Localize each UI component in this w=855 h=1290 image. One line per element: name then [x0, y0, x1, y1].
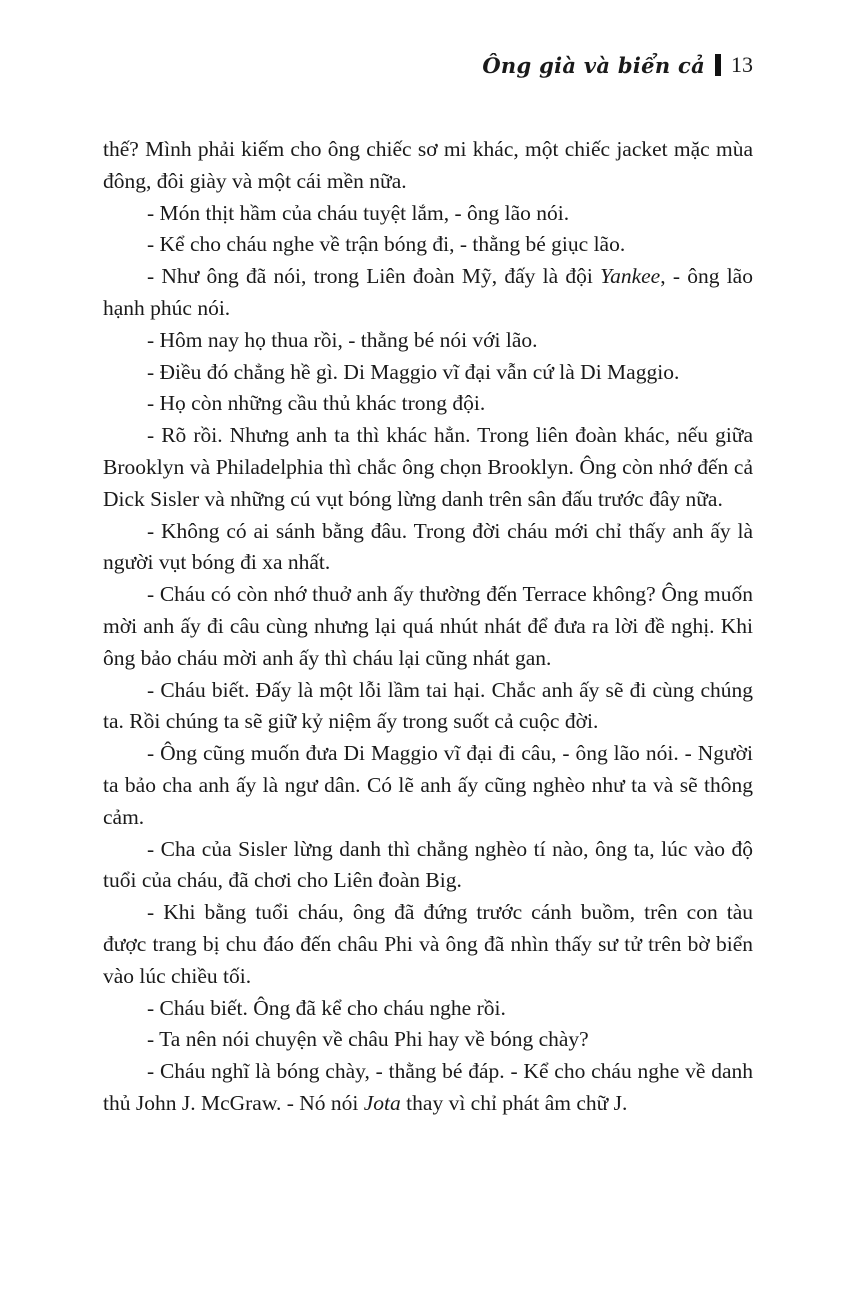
paragraph: - Cháu biết. Ông đã kể cho cháu nghe rồi.	[147, 995, 506, 1020]
italic-term: Yankee	[600, 264, 661, 289]
running-header	[482, 52, 753, 78]
paragraph: - Cháu nghĩ là bóng chày, - thằng bé đáp. - Kể cho cháu nghe về danh thủ John J. McGraw. - Nó nói Jota thay vì chỉ phát âm chữ J.	[103, 1059, 753, 1115]
paragraph: - Cháu có còn nhớ thuở anh ấy thường đến Terrace không? Ông muốn mời anh ấy đi câu cùng nhưng lại quá nhút nhát để đưa ra lời đề nghị. Khi ông bảo cháu mời anh ấy thì cháu lại cũng nhát gan.	[103, 582, 753, 670]
paragraph: - Điều đó chẳng hề gì. Di Maggio vĩ đại vẫn cứ là Di Maggio.	[147, 359, 680, 384]
paragraph: - Rõ rồi. Nhưng anh ta thì khác hẳn. Trong liên đoàn khác, nếu giữa Brooklyn và Philadelphia thì chắc ông chọn Brooklyn. Ông còn nhớ đến cả Dick Sisler và những cú vụt bóng lừng danh trên sân đấu trước đây nữa.	[103, 423, 753, 511]
paragraph: - Hôm nay họ thua rồi, - thằng bé nói với lão.	[147, 327, 538, 352]
page-body	[103, 134, 753, 1120]
paragraph: - Khi bằng tuổi cháu, ông đã đứng trước cánh buồm, trên con tàu được trang bị chu đáo đến châu Phi và ông đã nhìn thấy sư tử trên bờ biển vào lúc chiều tối.	[103, 900, 753, 988]
paragraph: - Như ông đã nói, trong Liên đoàn Mỹ, đấy là đội Yankee, - ông lão hạnh phúc nói.	[103, 264, 753, 320]
header-divider	[715, 54, 721, 76]
book-title: Ông già và biển cả	[482, 52, 705, 78]
paragraph: - Ta nên nói chuyện về châu Phi hay về bóng chày?	[147, 1027, 589, 1052]
page-number: 13	[731, 52, 753, 77]
paragraph: - Món thịt hầm của cháu tuyệt lắm, - ông lão nói.	[147, 200, 570, 225]
paragraph: - Ông cũng muốn đưa Di Maggio vĩ đại đi câu, - ông lão nói. - Người ta bảo cha anh ấy là ngư dân. Có lẽ anh ấy cũng nghèo như ta và sẽ thông cảm.	[103, 741, 753, 829]
paragraph: - Họ còn những cầu thủ khác trong đội.	[147, 391, 486, 416]
paragraph: - Cháu biết. Đấy là một lỗi lầm tai hại. Chắc anh ấy sẽ đi cùng chúng ta. Rồi chúng ta sẽ giữ kỷ niệm ấy trong suốt cả cuộc đời.	[103, 677, 753, 734]
paragraph: thế? Mình phải kiếm cho ông chiếc sơ mi khác, một chiếc jacket mặc mùa đông, đôi giày và một cái mền nữa.	[103, 137, 753, 193]
italic-term: Jota	[363, 1090, 401, 1115]
paragraph: - Không có ai sánh bằng đâu. Trong đời cháu mới chỉ thấy anh ấy là người vụt bóng đi xa nhất.	[103, 518, 753, 575]
paragraph: - Cha của Sisler lừng danh thì chẳng nghèo tí nào, ông ta, lúc vào độ tuổi của cháu, đã chơi cho Liên đoàn Big.	[103, 836, 753, 893]
paragraph: - Kể cho cháu nghe về trận bóng đi, - thằng bé giục lão.	[147, 232, 626, 257]
